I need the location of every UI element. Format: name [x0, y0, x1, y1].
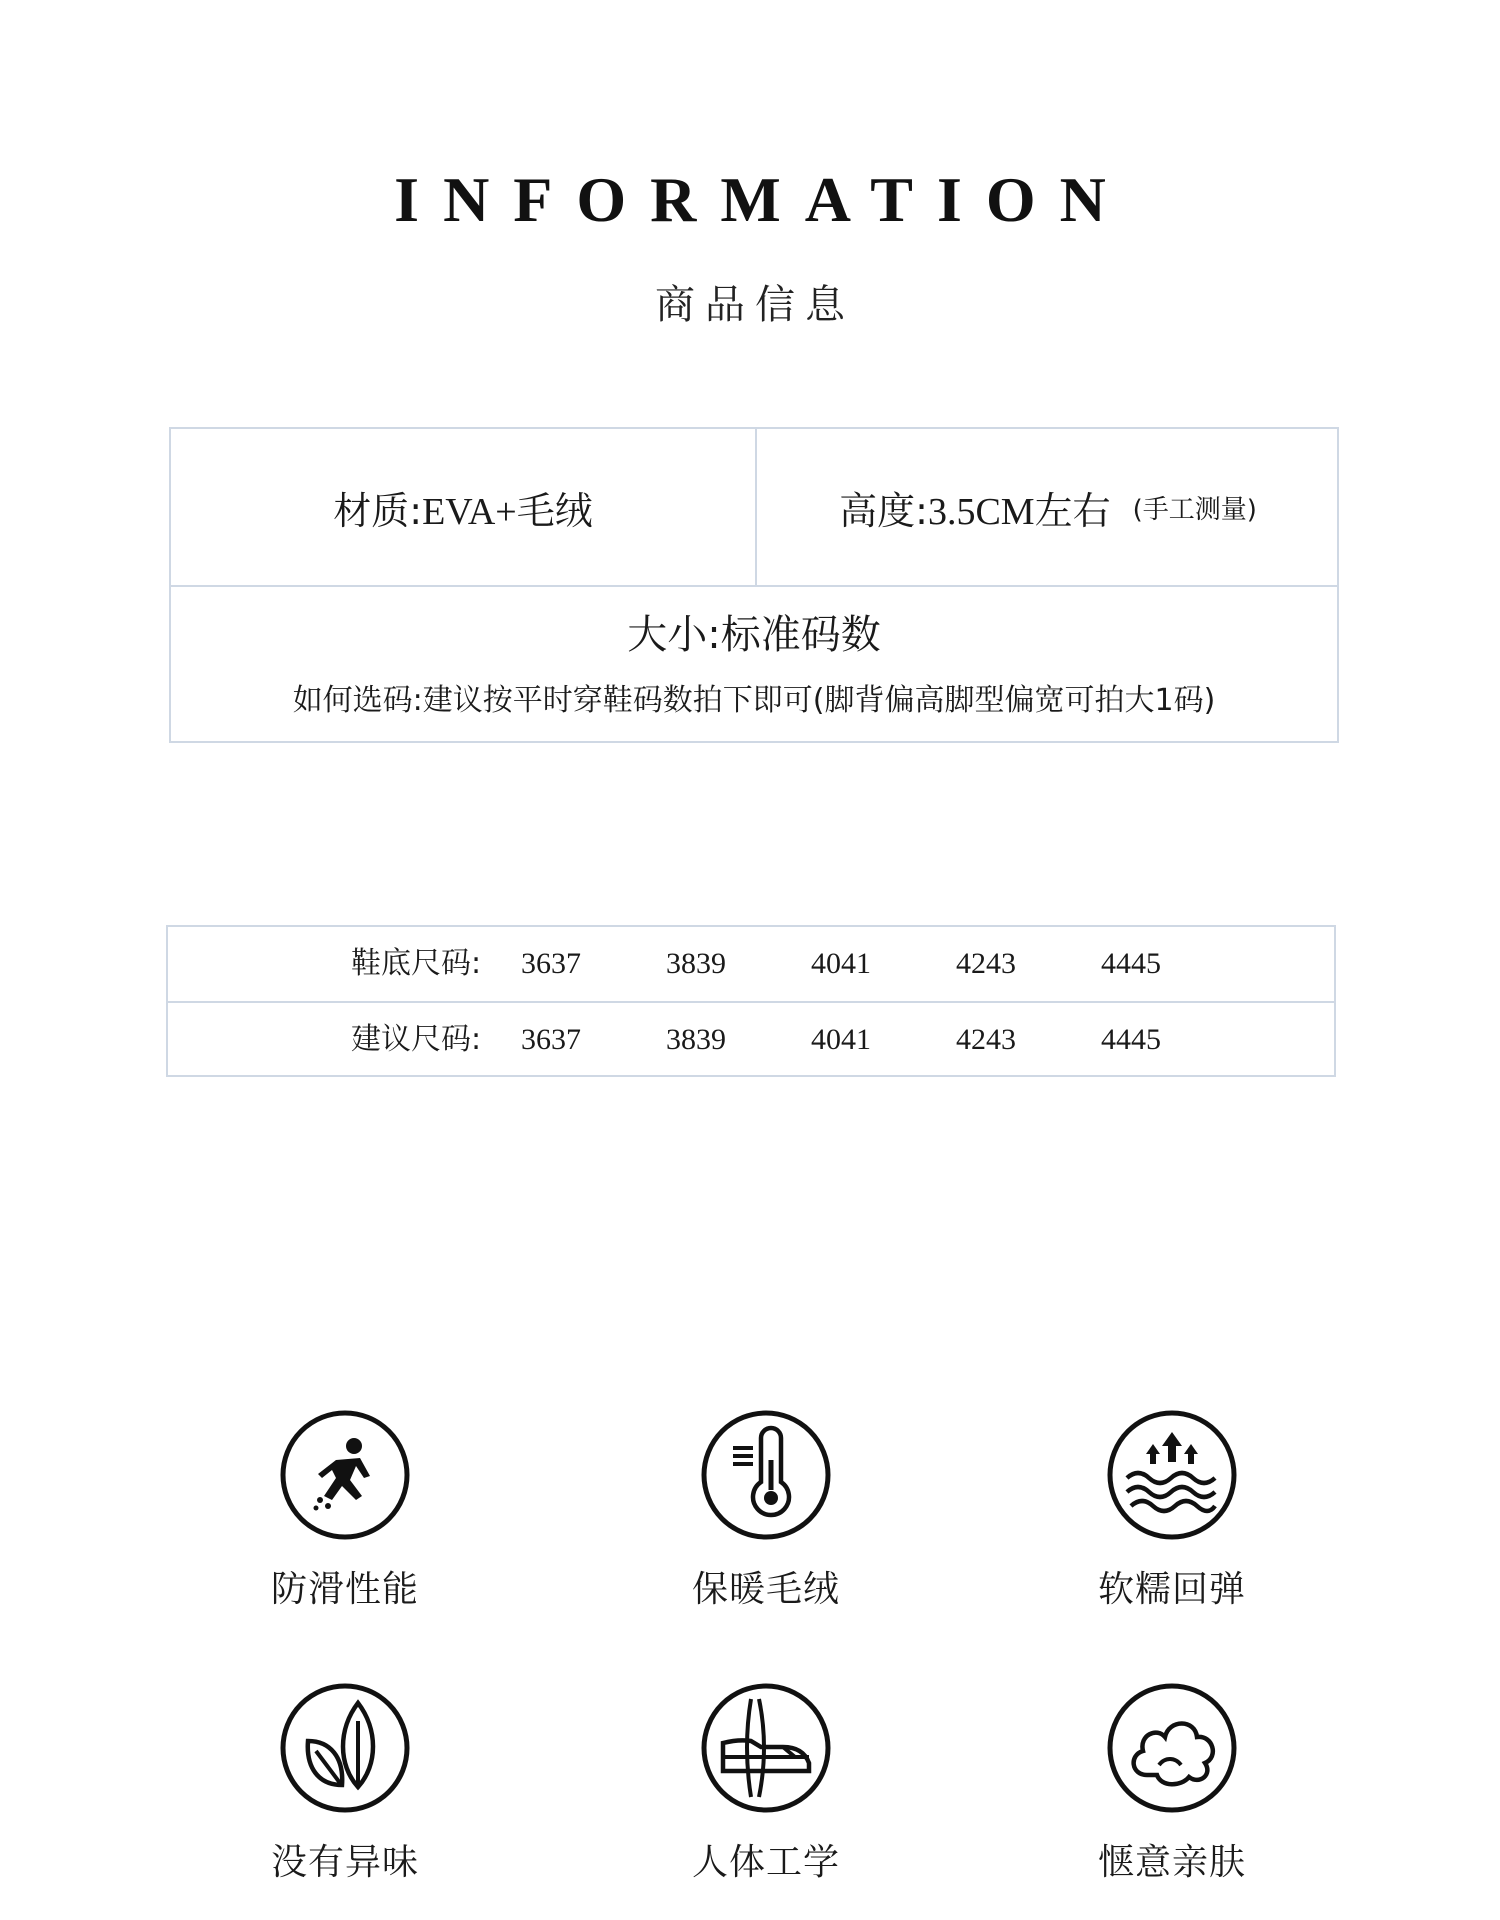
feature-anti-slip: [215, 1408, 475, 1614]
row-label: 鞋底尺码:: [351, 946, 482, 981]
feature-warm-plush: [636, 1408, 896, 1614]
feature-soft-rebound: [1042, 1408, 1302, 1614]
size-table: [166, 925, 1336, 1077]
product-info-box: [169, 427, 1339, 743]
size-tip: 如何选码:建议按平时穿鞋码数拍下即可(脚背偏高脚型偏宽可拍大1码): [292, 683, 1216, 718]
row-label: 建议尺码:: [351, 1022, 482, 1057]
rebound-icon: [1105, 1408, 1239, 1542]
height-value: 3.5CM左右: [927, 490, 1111, 533]
thermometer-icon: [699, 1408, 833, 1542]
table-row: [168, 1001, 1334, 1077]
table-cell: 4041: [811, 947, 871, 980]
height-label: 高度:: [839, 488, 928, 533]
table-cell: 3839: [666, 947, 726, 980]
feature-skin-friendly: [1042, 1681, 1302, 1887]
feature-label: 惬意亲肤: [1097, 1842, 1246, 1883]
page-subtitle: 商品信息: [655, 282, 855, 328]
table-cell: 4445: [1101, 947, 1161, 980]
feature-label: 防滑性能: [270, 1569, 419, 1610]
table-cell: 4445: [1101, 1023, 1161, 1056]
feature-label: 人体工学: [691, 1842, 840, 1883]
leaf-icon: [278, 1681, 412, 1815]
table-cell: 3637: [521, 1023, 581, 1056]
feature-label: 保暖毛绒: [691, 1569, 840, 1610]
size-label: 大小:标准码数: [627, 612, 881, 658]
material-value: EVA+毛绒: [422, 490, 593, 533]
anti-slip-icon: [278, 1408, 412, 1542]
feature-label: 没有异味: [270, 1842, 419, 1883]
table-cell: 4243: [956, 1023, 1016, 1056]
page-title: INFORMATION: [394, 164, 1130, 235]
feature-label: 软糯回弹: [1097, 1569, 1246, 1610]
table-cell: 3839: [666, 1023, 726, 1056]
table-cell: 4243: [956, 947, 1016, 980]
feature-ergonomic: [636, 1681, 896, 1887]
feature-no-odor: [215, 1681, 475, 1887]
material-label: 材质:: [333, 488, 423, 533]
table-cell: 4041: [811, 1023, 871, 1056]
ergonomic-shoe-icon: [699, 1681, 833, 1815]
material-cell: [171, 429, 755, 585]
cloud-icon: [1105, 1681, 1239, 1815]
table-row: [168, 925, 1334, 1001]
height-note: (手工测量): [1132, 494, 1257, 525]
info-divider-horizontal: [171, 585, 1337, 587]
height-cell: [757, 429, 1339, 585]
table-cell: 3637: [521, 947, 581, 980]
